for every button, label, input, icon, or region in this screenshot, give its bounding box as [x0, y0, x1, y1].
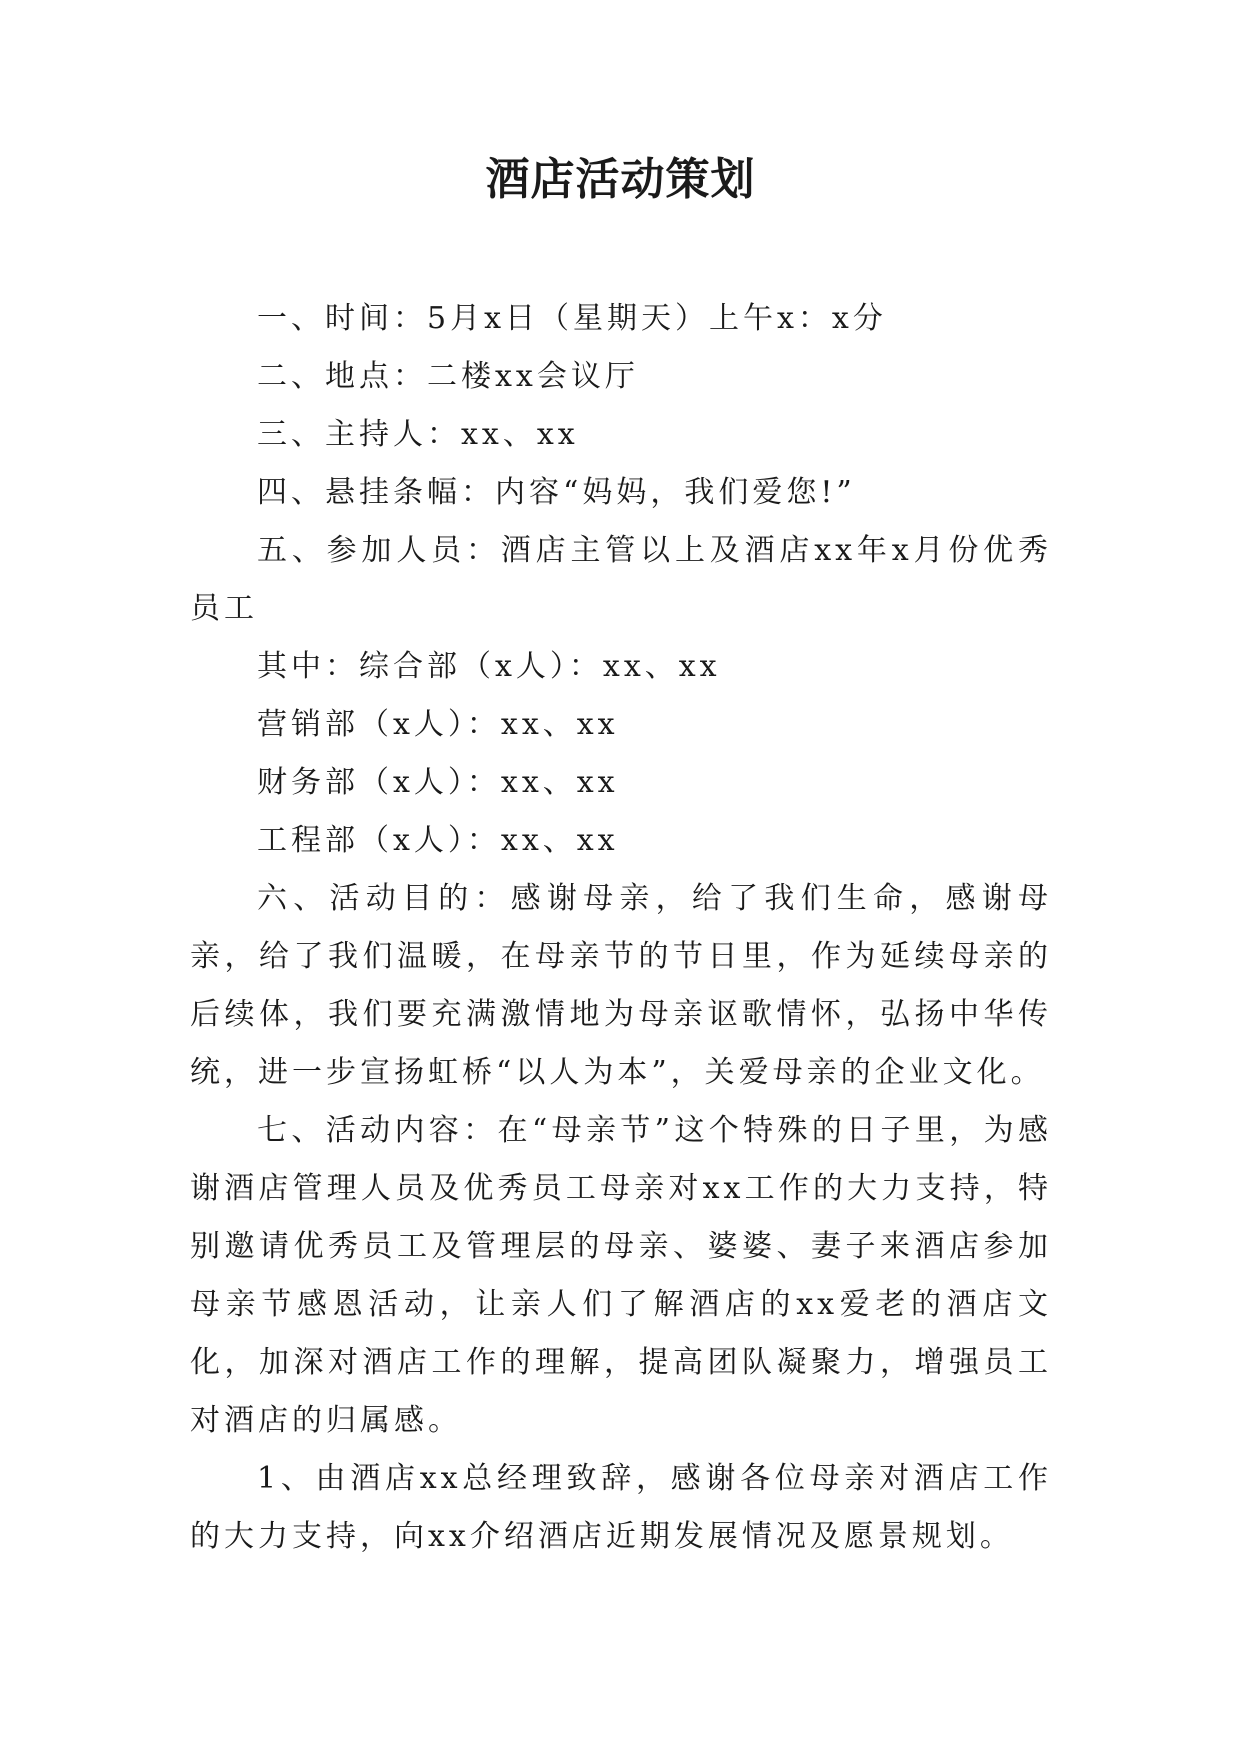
paragraph-item-1: 1、由酒店xx总经理致辞，感谢各位母亲对酒店工作的大力支持，向xx介绍酒店近期发展情况及愿景规划。: [190, 1461, 1052, 1554]
paragraph-host: 三、主持人：xx、xx: [257, 417, 579, 452]
document-body: [190, 290, 1052, 1566]
paragraph-purpose: 六、活动目的：感谢母亲，给了我们生命，感谢母亲，给了我们温暖，在母亲节的节日里，作为延续母亲的后续体，我们要充满激情地为母亲讴歌情怀，弘扬中华传统，进一步宣扬虹桥“以人为本”，关爱母亲的企业文化。: [190, 881, 1052, 1090]
paragraph-dept-general: 其中：综合部（x人）：xx、xx: [257, 649, 721, 684]
paragraph-time: 一、时间：5月x日（星期天）上午x：x分: [257, 301, 887, 336]
paragraph-banner: 四、悬挂条幅：内容“妈妈，我们爱您!”: [257, 475, 856, 510]
paragraph-dept-engineering: 工程部（x人）：xx、xx: [257, 823, 619, 858]
paragraph-content: 七、活动内容：在“母亲节”这个特殊的日子里，为感谢酒店管理人员及优秀员工母亲对xx工作的大力支持，特别邀请优秀员工及管理层的母亲、婆婆、妻子来酒店参加母亲节感恩活动，让亲人们了解酒店的xx爱老的酒店文化，加深对酒店工作的理解，提高团队凝聚力，增强员工对酒店的归属感。: [190, 1113, 1052, 1438]
paragraph-location: 二、地点：二楼xx会议厅: [257, 359, 639, 394]
paragraph-dept-marketing: 营销部（x人）：xx、xx: [257, 707, 619, 742]
paragraph-dept-finance: 财务部（x人）：xx、xx: [257, 765, 619, 800]
document-title: 酒店活动策划: [485, 154, 756, 205]
paragraph-participants: 五、参加人员：酒店主管以上及酒店xx年x月份优秀员工: [190, 533, 1052, 626]
